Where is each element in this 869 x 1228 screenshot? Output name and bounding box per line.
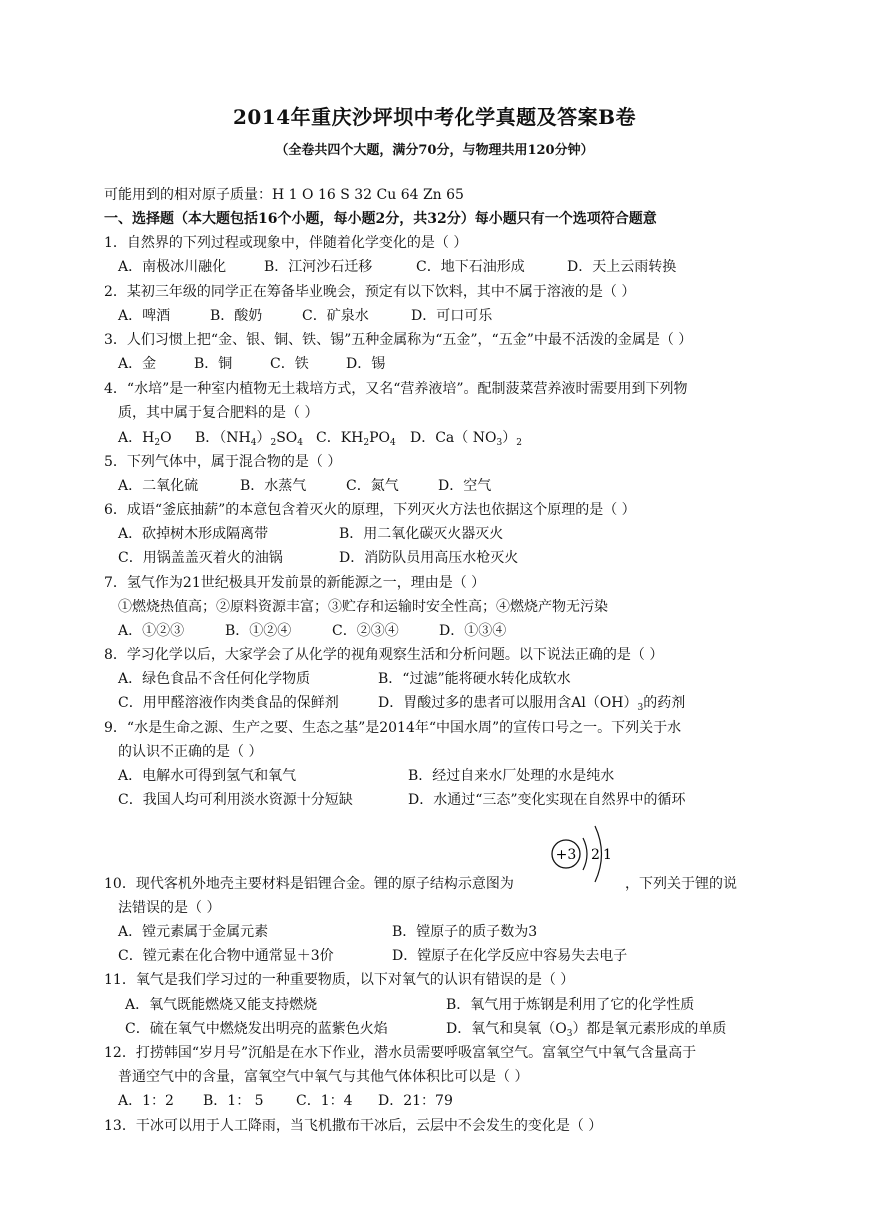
q10-option-d: D．镗原子在化学反应中容易失去电子 xyxy=(392,948,628,964)
q1-option-d: D．天上云雨转换 xyxy=(567,259,677,275)
q1-option-b: B．江河沙石迁移 xyxy=(264,259,373,275)
nucleus-charge: +3 xyxy=(555,847,577,863)
page-title: 2014年重庆沙坪坝中考化学真题及答案B卷 xyxy=(232,105,637,129)
question-7-stem: 7．氢气作为21世纪极具开发前景的新能源之一，理由是（ ） xyxy=(104,575,486,591)
shell-2-electrons: 1 xyxy=(603,847,612,863)
q3-option-d: D．锡 xyxy=(346,356,386,372)
question-5-stem: 5．下列气体中，属于混合物的是（ ） xyxy=(104,454,342,470)
q9-option-d: D．水通过“三态”变化实现在自然界中的循环 xyxy=(408,792,686,808)
question-10-stem-line1: 10．现代客机外地壳主要材料是铝锂合金。锂的原子结构示意图为 xyxy=(104,876,514,892)
q9-option-a: A．电解水可得到氢气和氧气 xyxy=(118,768,297,784)
question-4-stem-line1: 4．“水培”是一种室内植物无土栽培方式，又名“营养液培”。配制菠菜营养液时需要用到下列物 xyxy=(104,381,688,397)
question-11-stem: 11．氧气是我们学习过的一种重要物质，以下对氧气的认识有错误的是（ ） xyxy=(104,972,575,988)
q4-option-a: A．$H_2O$ xyxy=(118,430,172,448)
question-9-stem-line1: 9．“水是生命之源、生产之要、生态之基”是2014年“中国水周”的宣传口号之一。下列关于水 xyxy=(104,720,682,736)
question-7-list: ①燃烧热值高；②原料资源丰富；③贮存和运输时安全性高；④燃烧产物无污染 xyxy=(118,599,608,615)
q6-option-c: C．用锅盖盖灭着火的油锅 xyxy=(118,550,283,566)
q12-option-c: C．1：4 xyxy=(296,1093,353,1109)
q5-option-a: A．二氧化硫 xyxy=(118,478,199,494)
shell-1-arc xyxy=(583,838,587,870)
q5-option-d: D．空气 xyxy=(438,478,492,494)
question-8-stem: 8．学习化学以后，大家学会了从化学的视角观察生活和分析问题。以下说法正确的是（ ） xyxy=(104,647,664,663)
q8-option-d: D．胃酸过多的患者可以服用含$Al(OH)_3$的药剂 xyxy=(378,695,686,713)
q4-option-b: B．$(NH_4)_2SO_4$ xyxy=(195,430,304,448)
q11-option-c: C．硫在氧气中燃烧发出明亮的蓝紫色火焰 xyxy=(125,1021,388,1037)
q11-option-a: A．氧气既能燃烧又能支持燃烧 xyxy=(125,997,318,1013)
atomic-masses: 可能用到的相对原子质量：H 1 O 16 S 32 Cu 64 Zn 65 xyxy=(104,187,464,203)
question-13-stem: 13．干冰可以用于人工降雨，当飞机撒布干冰后，云层中不会发生的变化是（ ） xyxy=(104,1118,603,1134)
q3-option-a: A．金 xyxy=(118,356,157,372)
q9-option-c: C．我国人均可利用淡水资源十分短缺 xyxy=(118,792,353,808)
q12-option-a: A．1：2 xyxy=(118,1093,174,1109)
q12-option-b: B．1： 5 xyxy=(203,1093,264,1109)
question-3-stem: 3．人们习惯上把“金、银、铜、铁、锡”五种金属称为“五金”，“五金”中最不活泼的金属是（ ） xyxy=(104,332,693,348)
q2-option-a: A．啤酒 xyxy=(118,308,171,324)
question-6-stem: 6．成语“釜底抽薪”的本意包含着灭火的原理，下列灭火方法也依据这个原理的是（ ） xyxy=(104,502,636,518)
q5-option-c: C．氮气 xyxy=(346,478,399,494)
q6-option-a: A．砍掉树木形成隔离带 xyxy=(118,526,269,542)
q7-option-b: B．①②④ xyxy=(225,623,292,639)
q7-option-c: C．②③④ xyxy=(332,623,399,639)
q6-option-b: B．用二氧化碳灭火器灭火 xyxy=(339,526,504,542)
q10-option-a: A．镗元素属于金属元素 xyxy=(118,924,269,940)
q7-option-d: D．①③④ xyxy=(439,623,507,639)
q4-option-d: D．Ca（ $NO_3)_2$ xyxy=(410,430,522,448)
q10-option-c: C．镗元素在化合物中通常显＋3价 xyxy=(118,948,334,964)
q2-option-b: B．酸奶 xyxy=(210,308,263,324)
question-12-stem-line1: 12．打捞韩国“岁月号”沉船是在水下作业，潜水员需要呼吸富氧空气。富氧空气中氧气含量高于 xyxy=(104,1045,697,1061)
question-10-stem-line2: 法错误的是（ ） xyxy=(118,900,221,916)
q12-option-d: D．21：79 xyxy=(378,1093,453,1109)
lithium-atom-diagram xyxy=(545,808,625,888)
q8-option-a: A．绿色食品不含任何化学物质 xyxy=(118,671,311,687)
q8-option-c: C．用甲醛溶液作肉类食品的保鲜剂 xyxy=(118,695,339,711)
question-12-stem-line2: 普通空气中的含量，富氧空气中氧气与其他气体体积比可以是（ ） xyxy=(118,1069,529,1085)
q4-option-c: C．$KH_2PO_4$ xyxy=(316,430,396,448)
q5-option-b: B．水蒸气 xyxy=(240,478,307,494)
page-subtitle: （全卷共四个大题，满分70分，与物理共用120分钟） xyxy=(275,143,594,158)
q1-option-a: A．南极冰川融化 xyxy=(118,259,227,275)
shell-1-electrons: 2 xyxy=(591,847,600,863)
q1-option-c: C．地下石油形成 xyxy=(416,259,525,275)
question-2-stem: 2．某初三年级的同学正在筹备毕业晚会，预定有以下饮料，其中不属于溶液的是（ ） xyxy=(104,284,636,300)
question-4-stem-line2: 质，其中属于复合肥料的是（ ） xyxy=(118,405,319,421)
q11-option-d: D．氧气和臭氧$(O_3)$都是氧元素形成的单质 xyxy=(446,1021,727,1039)
q2-option-c: C．矿泉水 xyxy=(302,308,369,324)
question-9-stem-line2: 的认识不正确的是（ ） xyxy=(118,744,263,760)
q3-option-c: C．铁 xyxy=(270,356,309,372)
q6-option-d: D．消防队员用高压水枪灭火 xyxy=(339,550,519,566)
section-heading: 一、选择题（本大题包括16个小题，每小题2分，共32分）每小题只有一个选项符合题意 xyxy=(104,211,657,227)
question-1-stem: 1．自然界的下列过程或现象中，伴随着化学变化的是（ ） xyxy=(104,235,468,251)
q3-option-b: B．铜 xyxy=(194,356,233,372)
question-10-stem-line1-end: ，下列关于锂的说 xyxy=(625,876,737,892)
q8-option-b: B．“过滤”能将硬水转化成软水 xyxy=(378,671,571,687)
q11-option-b: B．氧气用于炼钢是利用了它的化学性质 xyxy=(446,997,695,1013)
q7-option-a: A．①②③ xyxy=(118,623,185,639)
q10-option-b: B．镗原子的质子数为3 xyxy=(392,924,538,940)
q9-option-b: B．经过自来水厂处理的水是纯水 xyxy=(408,768,615,784)
q2-option-d: D．可口可乐 xyxy=(411,308,493,324)
